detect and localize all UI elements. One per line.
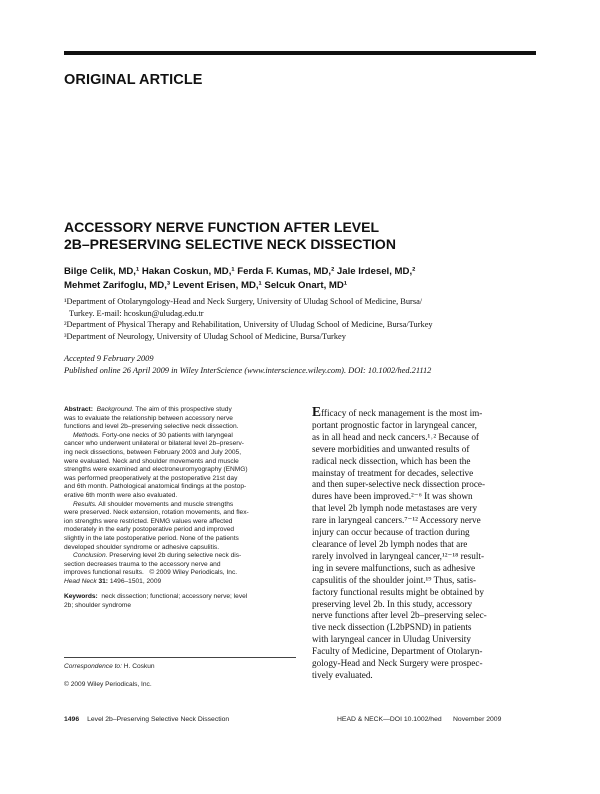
running-title: Level 2b–Preserving Selective Neck Dissection xyxy=(87,716,230,723)
abstract-line: ion strengths were restricted. ENMG values were affected xyxy=(64,517,233,525)
abstract-line: cancer who underwent unilateral or bilateral level 2b–preserv- xyxy=(64,440,244,448)
abstract-line: improves functional results. xyxy=(64,569,144,577)
running-footer-right xyxy=(337,716,501,723)
body-column xyxy=(312,406,538,682)
abstract-line: was to evaluate the relationship between accessory nerve xyxy=(64,414,233,422)
abstract-line: The aim of this prospective study xyxy=(135,406,232,413)
abstract-column xyxy=(64,406,296,611)
affiliation-line: ¹Department of Otolaryngology-Head and Neck Surgery, University of Uludag School of Medicine, Bursa/ xyxy=(64,297,423,306)
running-footer-left xyxy=(64,716,229,723)
keywords-line: 2b; shoulder syndrome xyxy=(64,602,132,610)
body-line: rare in laryngeal cancers.⁷⁻¹² Accessory nerve xyxy=(312,515,481,526)
correspondence-label: Correspondence to: xyxy=(64,663,122,670)
body-line: capsulitis of the shoulder joint.¹⁹ Thus, satis- xyxy=(312,574,477,585)
journal-ref-pages: 1496–1501, 2009 xyxy=(109,577,162,585)
abstract xyxy=(64,406,296,586)
body-line: mainstay of treatment for decades, selective xyxy=(312,467,474,478)
published-online: Published online 26 April 2009 in Wiley InterScience (www.interscience.wiley.com). DOI: 10.1002/hed.21112 xyxy=(64,365,432,375)
methods-label: Methods. xyxy=(73,431,101,439)
keywords-label: Keywords: xyxy=(64,593,98,601)
abstract-line: developed shoulder syndrome or adhesive capsulitis. xyxy=(64,543,220,551)
body-line: severe morbidities and unwanted results of xyxy=(312,443,470,454)
header-rule xyxy=(64,51,536,55)
body-line: fficacy of neck management is the most im- xyxy=(321,408,483,418)
journal-ref-name: Head Neck xyxy=(64,577,97,585)
abstract-line: ing neck dissections, between February 2003 and July 2005, xyxy=(64,448,242,456)
abstract-line: slightly in the late postoperative period. None of the patients xyxy=(64,534,239,542)
article-title xyxy=(64,219,536,253)
abstract-line: were evaluated. Neck and shoulder movements and muscle xyxy=(64,457,239,465)
abstract-line: Preserving level 2b during selective neck dis- xyxy=(109,552,242,560)
abstract-line: erative 6th month were also evaluated. xyxy=(64,491,178,499)
abstract-line: was performed preoperatively at the postoperative 21st day xyxy=(64,474,238,482)
copyright-footnote: © 2009 Wiley Periodicals, Inc. xyxy=(64,681,152,688)
publication-dates xyxy=(64,353,544,376)
abstract-line: moderately in the early postoperative period and improved xyxy=(64,526,235,534)
body-line: factory functional results might be obtained by xyxy=(312,586,484,597)
body-line: rarely involved in laryngeal cancer,¹²⁻¹⁸ result- xyxy=(312,550,485,561)
body-line: that level 2b lymph node metastases are very xyxy=(312,503,478,514)
body-line: ing in severe malfunctions, such as adhesive xyxy=(312,562,476,573)
body-line: preserving level 2b. In this study, accessory xyxy=(312,598,473,609)
body-line: as in all head and neck cancers.¹˒² Because of xyxy=(312,431,479,442)
title-line: 2B–PRESERVING SELECTIVE NECK DISSECTION xyxy=(64,236,396,252)
body-line: radical neck dissection, which has been the xyxy=(312,455,471,466)
affiliation-line: ²Department of Physical Therapy and Rehabilitation, University of Uludag School of Medicine, Bursa/Turkey xyxy=(64,320,433,330)
author-list xyxy=(64,265,536,293)
issue-date: November 2009 xyxy=(453,716,502,723)
affiliation-line: ³Department of Neurology, University of Uludag School of Medicine, Bursa/Turkey xyxy=(64,331,346,341)
abstract-label: Abstract: xyxy=(64,406,93,413)
abstract-line: functions and level 2b–preserving selective neck dissection. xyxy=(64,423,239,431)
results-label: Results. xyxy=(73,500,97,508)
correspondence-name: H. Coskun xyxy=(123,663,155,670)
abstract-line: section decreases trauma to the accessory nerve and xyxy=(64,560,221,568)
conclusion-label: Conclusion. xyxy=(73,552,108,560)
title-line: ACCESSORY NERVE FUNCTION AFTER LEVEL xyxy=(64,219,380,235)
abstract-line: were preserved. Neck extension, rotation movements, and flex- xyxy=(64,509,249,517)
body-line: injury can occur because of traction during xyxy=(312,527,470,538)
affiliation-line: Turkey. E-mail: hcoskun@uludag.edu.tr xyxy=(69,308,204,318)
body-line: Faculty of Medicine, Department of Otolaryn- xyxy=(312,646,483,657)
background-label: Background. xyxy=(96,406,134,413)
footnote-rule xyxy=(64,657,296,658)
body-line: gology-Head and Neck Surgery were prospec- xyxy=(312,658,483,669)
keywords-line: neck dissection; functional; accessory nerve; level xyxy=(101,593,248,601)
abstract-line: and 6th month. Pathological anatomical findings at the postop- xyxy=(64,483,247,491)
journal-ref-volume: 31: xyxy=(98,577,108,585)
page-number: 1496 xyxy=(64,716,80,723)
section-label: ORIGINAL ARTICLE xyxy=(64,72,203,88)
abstract-line: All shoulder movements and muscle strengths xyxy=(98,500,234,508)
affiliations xyxy=(64,296,540,342)
body-line: tive neck dissection (L2bPSND) in patients xyxy=(312,622,472,633)
abstract-line: strengths were examined and electroneuromyography (ENMG) xyxy=(64,466,248,474)
abstract-copyright: © 2009 Wiley Periodicals, Inc. xyxy=(149,569,238,577)
keywords xyxy=(64,593,296,610)
accepted-date: Accepted 9 February 2009 xyxy=(64,354,154,363)
body-line: clearance of level 2b lymph nodes that are xyxy=(312,538,468,549)
author-line: Bilge Celik, MD,¹ Hakan Coskun, MD,¹ Ferda F. Kumas, MD,² Jale Irdesel, MD,² xyxy=(64,266,416,277)
drop-cap: E xyxy=(312,404,322,419)
journal-doi: HEAD & NECK—DOI 10.1002/hed xyxy=(337,716,442,723)
abstract-line: Forty-one necks of 30 patients with laryngeal xyxy=(101,431,233,439)
body-line: tively evaluated. xyxy=(312,669,373,680)
body-line: and then super-selective neck dissection proce- xyxy=(312,479,486,490)
body-line: dures have been improved.²⁻⁶ It was shown xyxy=(312,491,473,502)
body-line: portant prognostic factor in laryngeal cancer, xyxy=(312,419,477,430)
body-line: with laryngeal cancer in Uludag University xyxy=(312,634,471,645)
author-line: Mehmet Zarifoglu, MD,³ Levent Erisen, MD,¹ Selcuk Onart, MD¹ xyxy=(64,280,348,291)
body-line: nerve functions after level 2b–preserving selec- xyxy=(312,610,487,621)
correspondence xyxy=(64,663,155,672)
